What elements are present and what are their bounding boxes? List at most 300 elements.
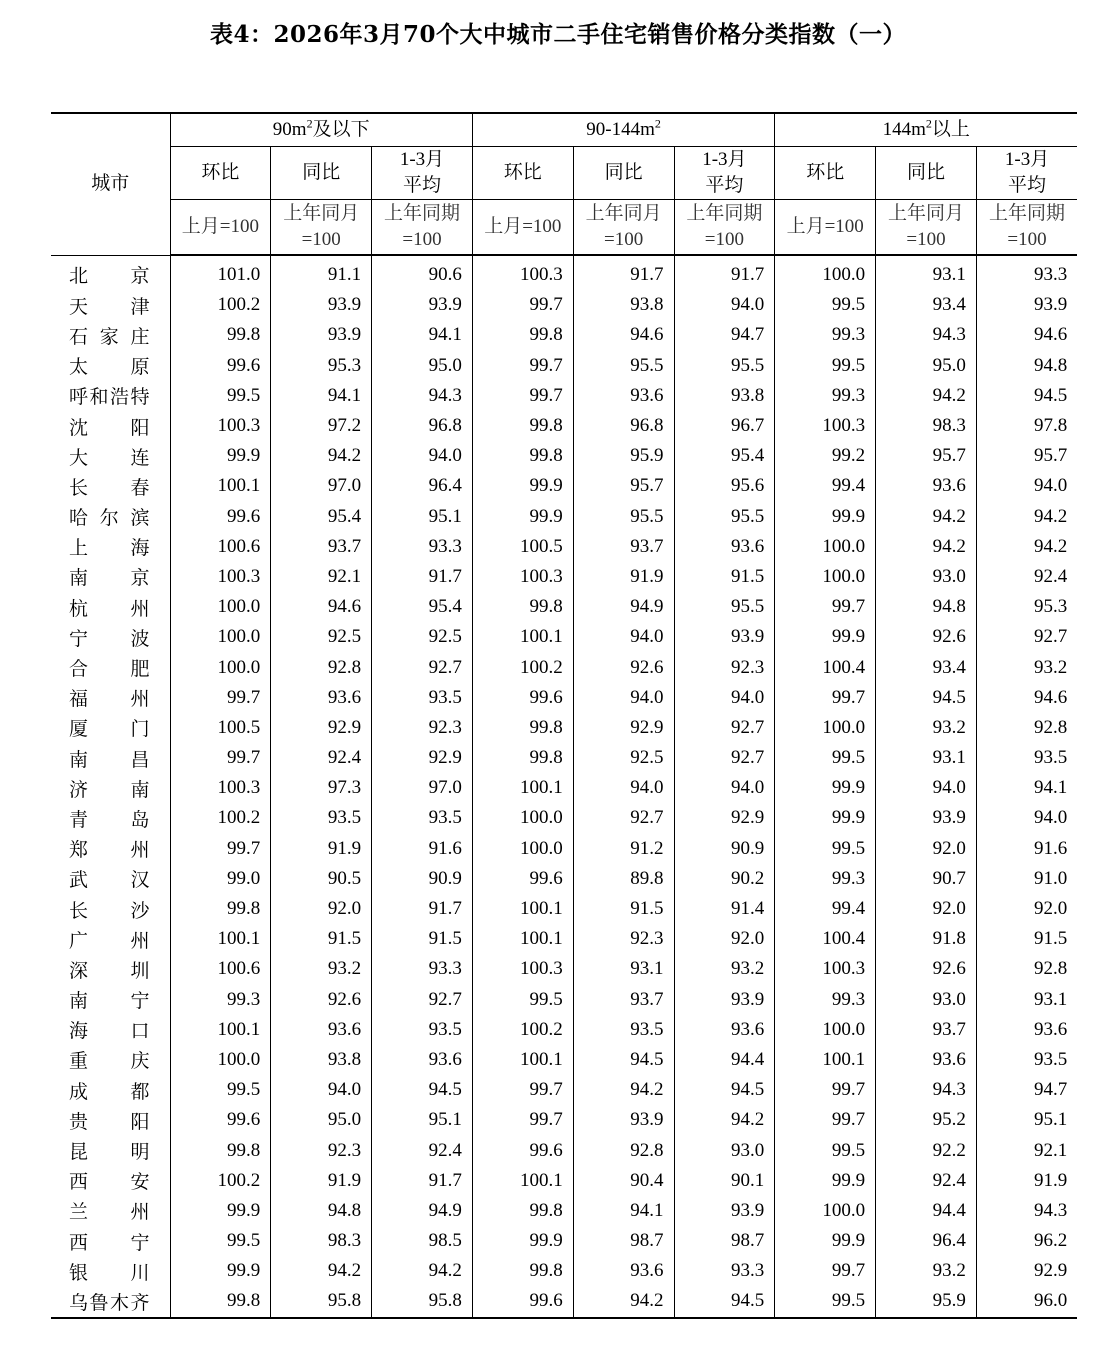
table-row <box>51 924 1077 954</box>
index-value: 95.8 <box>271 1286 372 1317</box>
index-value: 100.0 <box>775 1015 876 1045</box>
index-value: 99.7 <box>170 743 271 773</box>
index-value: 99.6 <box>170 351 271 381</box>
index-value: 99.9 <box>472 502 573 532</box>
index-value: 99.3 <box>775 320 876 350</box>
index-value: 100.5 <box>170 713 271 743</box>
index-value: 92.4 <box>876 1166 977 1196</box>
index-value: 92.8 <box>1033 716 1068 738</box>
unit-avg-line1: 上年同期 <box>989 203 1066 224</box>
index-value: 93.5 <box>1033 747 1068 769</box>
index-value: 100.4 <box>775 924 876 954</box>
index-value: 92.3 <box>372 713 473 743</box>
index-value: 92.9 <box>372 743 473 773</box>
index-value: 99.5 <box>775 1135 876 1165</box>
index-value: 100.1 <box>472 1166 573 1196</box>
table-row <box>51 954 1077 984</box>
index-value: 95.5 <box>674 351 775 381</box>
subheader-mom: 环比 <box>775 147 876 200</box>
index-value: 92.0 <box>674 924 775 954</box>
index-value: 92.5 <box>573 743 674 773</box>
table-row <box>51 773 1077 803</box>
index-value: 90.5 <box>271 864 372 894</box>
city-name: 北京 <box>51 255 170 290</box>
index-value: 94.9 <box>372 1196 473 1226</box>
index-value: 100.0 <box>170 592 271 622</box>
table-row <box>51 1075 1077 1105</box>
subheader-yoy: 同比 <box>271 147 372 200</box>
index-value: 99.8 <box>170 894 271 924</box>
city-name: 西宁 <box>51 1226 170 1256</box>
index-value: 93.9 <box>674 1196 775 1226</box>
subheader-row <box>51 147 1077 200</box>
index-value: 100.1 <box>472 773 573 803</box>
index-value: 93.1 <box>573 954 674 984</box>
unit-yoy <box>271 200 372 256</box>
index-value: 93.9 <box>271 320 372 350</box>
index-value: 92.0 <box>876 834 977 864</box>
index-value: 99.4 <box>775 894 876 924</box>
city-name: 银川 <box>51 1256 170 1286</box>
index-value: 100.3 <box>775 411 876 441</box>
index-value: 95.5 <box>573 351 674 381</box>
index-value: 94.3 <box>876 320 977 350</box>
index-value: 94.5 <box>876 683 977 713</box>
index-value: 93.7 <box>573 985 674 1015</box>
index-value: 93.6 <box>271 683 372 713</box>
index-value: 94.2 <box>573 1075 674 1105</box>
city-name: 南昌 <box>51 743 170 773</box>
subheader-avg-line2: 平均 <box>402 175 441 196</box>
index-value: 99.9 <box>775 1166 876 1196</box>
index-value: 90.4 <box>573 1166 674 1196</box>
index-value: 100.0 <box>775 255 876 290</box>
index-value: 91.5 <box>271 924 372 954</box>
city-name: 呼和浩特 <box>51 381 170 411</box>
index-value: 99.8 <box>472 411 573 441</box>
city-name: 上海 <box>51 532 170 562</box>
index-value: 94.2 <box>876 532 977 562</box>
index-value: 99.7 <box>775 1075 876 1105</box>
table-row <box>51 562 1077 592</box>
index-value: 98.3 <box>876 411 977 441</box>
index-value: 92.2 <box>876 1135 977 1165</box>
index-value: 93.8 <box>674 381 775 411</box>
index-value: 94.3 <box>1033 1199 1068 1221</box>
index-value: 95.1 <box>1033 1109 1068 1131</box>
index-value: 92.9 <box>1033 1260 1068 1282</box>
table-row <box>51 411 1077 441</box>
index-value: 96.2 <box>1033 1230 1068 1252</box>
index-value: 93.6 <box>271 1015 372 1045</box>
table-row <box>51 743 1077 773</box>
index-value: 93.2 <box>674 954 775 984</box>
index-value: 97.2 <box>271 411 372 441</box>
index-value: 94.3 <box>372 381 473 411</box>
index-value: 92.3 <box>271 1135 372 1165</box>
subheader-avg-line1: 1-3月 <box>1004 149 1050 170</box>
table-row <box>51 351 1077 381</box>
index-value: 94.5 <box>372 1075 473 1105</box>
index-value: 91.9 <box>271 834 372 864</box>
group-header-144-above: $144m^2$以上 <box>775 113 1077 147</box>
index-value: 92.7 <box>674 713 775 743</box>
index-value: 91.9 <box>271 1166 372 1196</box>
index-value: 98.5 <box>372 1226 473 1256</box>
index-value: 94.5 <box>573 1045 674 1075</box>
table-row <box>51 985 1077 1015</box>
index-value: 93.6 <box>372 1045 473 1075</box>
index-value: 93.7 <box>271 532 372 562</box>
index-value: 90.7 <box>876 864 977 894</box>
price-index-table <box>51 112 1077 1319</box>
index-value: 90.6 <box>372 255 473 290</box>
index-value: 95.3 <box>271 351 372 381</box>
index-value: 93.0 <box>674 1135 775 1165</box>
index-value: 94.1 <box>1033 777 1068 799</box>
city-name: 深圳 <box>51 954 170 984</box>
index-value: 93.2 <box>876 1256 977 1286</box>
index-value: 93.1 <box>876 743 977 773</box>
city-name: 大连 <box>51 441 170 471</box>
index-value: 96.0 <box>976 1286 1077 1317</box>
index-value: 92.5 <box>271 622 372 652</box>
unit-avg-line2: =100 <box>704 229 744 250</box>
index-value: 94.4 <box>674 1045 775 1075</box>
index-value: 91.8 <box>876 924 977 954</box>
index-value: 100.0 <box>775 1196 876 1226</box>
index-value: 100.0 <box>775 713 876 743</box>
index-value: 95.4 <box>271 502 372 532</box>
index-value: 99.5 <box>775 834 876 864</box>
index-value: 94.7 <box>674 320 775 350</box>
index-value: 93.6 <box>876 1045 977 1075</box>
subheader-avg-line1: 1-3月 <box>702 149 747 170</box>
index-value: 100.0 <box>472 834 573 864</box>
index-value: 96.4 <box>876 1226 977 1256</box>
index-value: 93.9 <box>674 985 775 1015</box>
index-value: 95.0 <box>271 1105 372 1135</box>
unit-row <box>51 200 1077 256</box>
index-value: 100.1 <box>775 1045 876 1075</box>
table-row <box>51 1286 1077 1317</box>
index-value: 94.2 <box>271 1256 372 1286</box>
index-value: 94.0 <box>674 773 775 803</box>
index-value: 92.9 <box>573 713 674 743</box>
index-value: 92.7 <box>1033 626 1068 648</box>
index-value: 93.5 <box>372 1015 473 1045</box>
city-name: 兰州 <box>51 1196 170 1226</box>
index-value: 92.8 <box>271 652 372 682</box>
index-value: 100.3 <box>775 954 876 984</box>
index-value: 99.8 <box>472 592 573 622</box>
index-value: 95.7 <box>1033 445 1068 467</box>
index-value: 94.5 <box>674 1286 775 1317</box>
city-name: 宁波 <box>51 622 170 652</box>
index-value: 91.9 <box>1033 1169 1068 1191</box>
unit-avg-line1: 上年同期 <box>686 203 763 224</box>
table-header <box>51 113 1077 255</box>
unit-mom-text: 上月=100 <box>484 216 562 237</box>
index-value: 91.7 <box>372 894 473 924</box>
index-value: 93.1 <box>876 255 977 290</box>
index-value: 93.1 <box>1033 988 1068 1010</box>
subheader-yoy: 同比 <box>876 147 977 200</box>
index-value: 95.4 <box>372 592 473 622</box>
index-value: 89.8 <box>573 864 674 894</box>
index-value: 95.7 <box>876 441 977 471</box>
table-row <box>51 1105 1077 1135</box>
index-value: 94.6 <box>573 320 674 350</box>
index-value: 99.7 <box>472 1105 573 1135</box>
city-name: 福州 <box>51 683 170 713</box>
index-value: 91.5 <box>1033 928 1068 950</box>
index-value: 94.5 <box>1033 384 1068 406</box>
index-value: 94.0 <box>573 773 674 803</box>
index-value: 93.3 <box>674 1256 775 1286</box>
index-value: 97.8 <box>1033 415 1068 437</box>
index-value: 93.5 <box>372 803 473 833</box>
subheader-avg <box>976 147 1077 200</box>
index-value: 100.1 <box>472 1045 573 1075</box>
city-name: 重庆 <box>51 1045 170 1075</box>
index-value: 100.0 <box>170 652 271 682</box>
index-value: 99.7 <box>170 683 271 713</box>
index-value: 92.9 <box>674 803 775 833</box>
index-value: 99.3 <box>775 985 876 1015</box>
index-value: 93.9 <box>271 290 372 320</box>
index-value: 99.7 <box>472 351 573 381</box>
index-value: 99.9 <box>775 803 876 833</box>
index-value: 99.8 <box>472 713 573 743</box>
city-name: 乌鲁木齐 <box>51 1286 170 1317</box>
index-value: 93.9 <box>876 803 977 833</box>
index-value: 100.4 <box>775 652 876 682</box>
index-value: 92.9 <box>271 713 372 743</box>
subheader-yoy: 同比 <box>573 147 674 200</box>
index-value: 100.0 <box>775 532 876 562</box>
subheader-avg-line2: 平均 <box>1008 175 1047 196</box>
index-value: 92.8 <box>573 1135 674 1165</box>
city-name: 武汉 <box>51 864 170 894</box>
unit-yoy-line1: 上年同月 <box>585 203 662 224</box>
index-value: 99.9 <box>170 441 271 471</box>
index-value: 99.5 <box>775 743 876 773</box>
index-value: 93.5 <box>271 803 372 833</box>
index-value: 94.2 <box>372 1256 473 1286</box>
unit-avg <box>674 200 775 256</box>
index-value: 96.7 <box>674 411 775 441</box>
index-value: 91.7 <box>372 1166 473 1196</box>
index-value: 99.9 <box>775 1226 876 1256</box>
index-value: 90.9 <box>372 864 473 894</box>
table-row <box>51 622 1077 652</box>
index-value: 92.1 <box>1033 1139 1068 1161</box>
index-value: 94.7 <box>1033 1079 1068 1101</box>
index-value: 94.2 <box>876 381 977 411</box>
city-name: 哈尔滨 <box>51 502 170 532</box>
city-name: 石家庄 <box>51 320 170 350</box>
index-value: 91.7 <box>372 562 473 592</box>
index-value: 94.2 <box>674 1105 775 1135</box>
index-value: 95.4 <box>674 441 775 471</box>
index-value: 99.6 <box>170 1105 271 1135</box>
table-row <box>51 894 1077 924</box>
index-value: 92.4 <box>1033 565 1068 587</box>
index-value: 94.8 <box>1033 354 1068 376</box>
unit-mom-text: 上月=100 <box>786 216 864 237</box>
table-row <box>51 1045 1077 1075</box>
unit-yoy-line2: =100 <box>603 229 644 250</box>
index-value: 99.9 <box>472 471 573 501</box>
index-value: 99.7 <box>775 1256 876 1286</box>
index-value: 92.7 <box>372 652 473 682</box>
index-value: 94.1 <box>573 1196 674 1226</box>
index-value: 94.4 <box>876 1196 977 1226</box>
table-row <box>51 1015 1077 1045</box>
index-value: 96.4 <box>372 471 473 501</box>
index-value: 99.9 <box>170 1196 271 1226</box>
city-name: 贵阳 <box>51 1105 170 1135</box>
index-value: 100.1 <box>170 1015 271 1045</box>
index-value: 92.4 <box>271 743 372 773</box>
index-value: 93.3 <box>372 532 473 562</box>
index-value: 99.4 <box>775 471 876 501</box>
index-value: 100.2 <box>170 1166 271 1196</box>
city-name: 天津 <box>51 290 170 320</box>
subheader-mom: 环比 <box>170 147 271 200</box>
index-value: 100.1 <box>472 924 573 954</box>
table-row <box>51 441 1077 471</box>
index-value: 99.8 <box>472 441 573 471</box>
index-value: 93.8 <box>271 1045 372 1075</box>
index-value: 94.2 <box>1033 535 1068 557</box>
index-value: 93.5 <box>372 683 473 713</box>
index-value: 99.7 <box>775 683 876 713</box>
index-value: 99.8 <box>170 1286 271 1317</box>
city-name: 南京 <box>51 562 170 592</box>
index-value: 91.7 <box>573 255 674 290</box>
index-value: 93.9 <box>372 290 473 320</box>
index-value: 99.7 <box>472 381 573 411</box>
table-row <box>51 471 1077 501</box>
index-value: 94.6 <box>271 592 372 622</box>
index-value: 99.6 <box>472 1135 573 1165</box>
city-name: 青岛 <box>51 803 170 833</box>
index-value: 91.7 <box>674 255 775 290</box>
unit-yoy <box>573 200 674 256</box>
index-value: 99.5 <box>170 1075 271 1105</box>
index-value: 99.5 <box>170 1226 271 1256</box>
index-value: 100.5 <box>472 532 573 562</box>
subheader-avg <box>372 147 473 200</box>
index-value: 95.9 <box>573 441 674 471</box>
city-name: 成都 <box>51 1075 170 1105</box>
city-name: 杭州 <box>51 592 170 622</box>
index-value: 92.7 <box>573 803 674 833</box>
index-value: 100.3 <box>472 562 573 592</box>
index-value: 91.1 <box>271 255 372 290</box>
unit-avg-line1: 上年同期 <box>383 203 460 224</box>
index-value: 93.6 <box>1033 1018 1068 1040</box>
index-value: 99.3 <box>775 864 876 894</box>
index-value: 94.6 <box>1033 686 1068 708</box>
index-value: 92.8 <box>1033 958 1068 980</box>
index-value: 93.6 <box>573 381 674 411</box>
index-value: 100.1 <box>170 924 271 954</box>
table-row <box>51 592 1077 622</box>
index-value: 92.0 <box>271 894 372 924</box>
subheader-mom: 环比 <box>472 147 573 200</box>
index-value: 100.1 <box>170 471 271 501</box>
index-value: 94.8 <box>271 1196 372 1226</box>
index-value: 92.7 <box>674 743 775 773</box>
index-value: 93.4 <box>876 652 977 682</box>
city-column-header: 城市 <box>51 113 170 255</box>
index-value: 90.9 <box>674 834 775 864</box>
table-row <box>51 381 1077 411</box>
index-value: 91.2 <box>573 834 674 864</box>
index-value: 96.8 <box>372 411 473 441</box>
index-value: 99.5 <box>170 381 271 411</box>
index-value: 94.2 <box>271 441 372 471</box>
index-value: 93.0 <box>876 562 977 592</box>
index-value: 94.2 <box>573 1286 674 1317</box>
index-value: 93.6 <box>674 1015 775 1045</box>
city-name: 沈阳 <box>51 411 170 441</box>
unit-yoy-line2: =100 <box>906 229 946 250</box>
index-value: 92.4 <box>372 1135 473 1165</box>
unit-avg <box>976 200 1077 256</box>
city-name: 南宁 <box>51 985 170 1015</box>
index-value: 101.0 <box>170 255 271 290</box>
city-name: 厦门 <box>51 713 170 743</box>
index-value: 94.0 <box>573 683 674 713</box>
unit-mom <box>170 200 271 256</box>
index-value: 90.2 <box>674 864 775 894</box>
index-value: 94.0 <box>674 683 775 713</box>
index-value: 94.6 <box>1033 324 1068 346</box>
table-row <box>51 803 1077 833</box>
table-row <box>51 864 1077 894</box>
index-value: 95.9 <box>876 1286 977 1317</box>
index-value: 99.5 <box>775 1286 876 1317</box>
index-value: 94.0 <box>372 441 473 471</box>
index-value: 94.2 <box>1033 505 1068 527</box>
index-value: 97.0 <box>372 773 473 803</box>
index-value: 92.6 <box>573 652 674 682</box>
table-row <box>51 652 1077 682</box>
index-value: 91.9 <box>573 562 674 592</box>
table-row <box>51 1256 1077 1286</box>
index-value: 94.0 <box>573 622 674 652</box>
city-name: 西安 <box>51 1166 170 1196</box>
index-value: 100.6 <box>170 532 271 562</box>
table-row <box>51 320 1077 350</box>
index-value: 99.5 <box>775 290 876 320</box>
index-value: 94.9 <box>573 592 674 622</box>
index-value: 91.5 <box>573 894 674 924</box>
index-value: 100.1 <box>472 894 573 924</box>
index-value: 95.7 <box>573 471 674 501</box>
index-value: 95.0 <box>876 351 977 381</box>
page-title: 表4：2026年3月70个大中城市二手住宅销售价格分类指数（一） <box>209 21 907 48</box>
index-value: 100.3 <box>170 773 271 803</box>
index-value: 100.3 <box>472 954 573 984</box>
index-value: 94.5 <box>674 1075 775 1105</box>
index-value: 95.1 <box>372 1105 473 1135</box>
index-value: 99.2 <box>775 441 876 471</box>
